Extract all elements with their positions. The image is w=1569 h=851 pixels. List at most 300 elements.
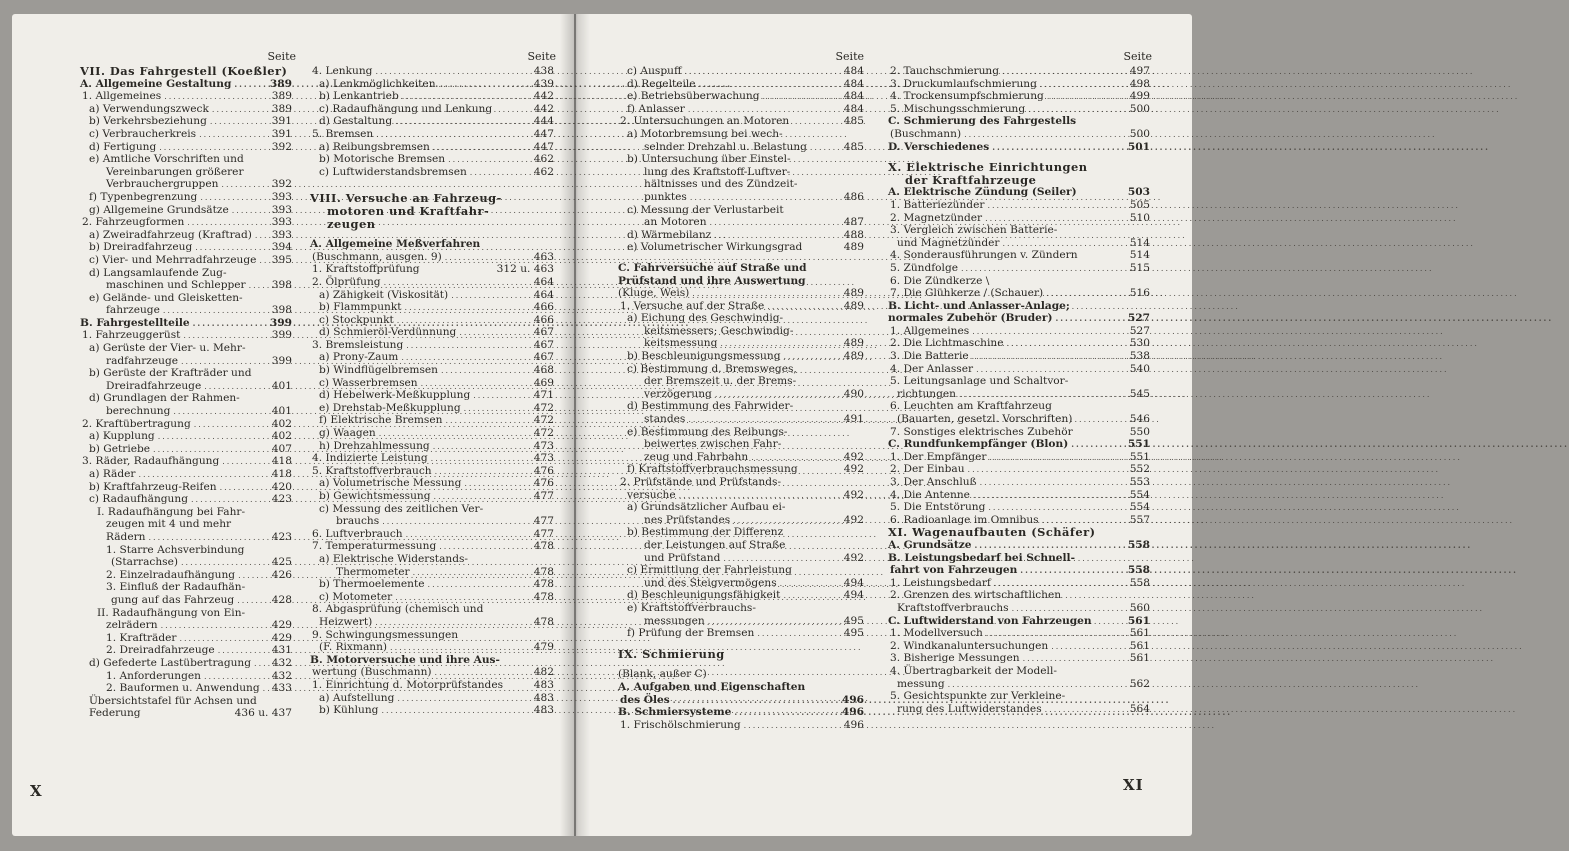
toc-entry-page: 538 (1129, 350, 1150, 363)
toc-entry (310, 465, 554, 478)
toc-entry-page: 426 (271, 568, 292, 581)
toc-entry (310, 153, 554, 166)
toc-entry-page: 464 (533, 275, 554, 288)
toc-entry (888, 115, 1150, 128)
toc-entry (80, 392, 292, 405)
toc-entry-page: 389 (271, 102, 292, 115)
toc-entry (310, 692, 554, 705)
toc-entry (310, 452, 554, 465)
toc-entry-title: 4. Trockensumpfschmierung (890, 90, 1044, 103)
toc-entry-page: 389 (271, 90, 292, 103)
dot-leader (441, 365, 531, 378)
toc-entry (310, 263, 554, 276)
toc-entry-page: 561 (1129, 627, 1150, 640)
toc-entry-page: 514 (1129, 249, 1150, 262)
toc-entry-title: a) Zähigkeit (Viskosität) (319, 288, 449, 301)
toc-entry-title: 1. Allgemeines (890, 324, 970, 337)
toc-entry-title: b) Motorische Bremsen (319, 153, 446, 166)
toc-entry-page: 561 (1129, 652, 1150, 665)
dot-leader (433, 142, 531, 155)
toc-entry-page: 433 (271, 682, 292, 695)
toc-entry-title: der Leistungen auf Straße (644, 538, 786, 551)
toc-entry (80, 166, 292, 179)
dot-leader (1071, 438, 1125, 451)
toc-entry-title: b) Getriebe (89, 442, 151, 455)
dot-leader (473, 390, 531, 403)
toc-entry (80, 644, 292, 657)
toc-entry-title: d) Schmieröl-Verdünnung (319, 326, 457, 339)
toc-entry-page: 561 (1129, 639, 1150, 652)
toc-entry (80, 418, 292, 431)
toc-entry-page: 391 (271, 127, 292, 140)
toc-entry (618, 564, 864, 577)
toc-entry-title: e) Amtliche Vorschriften und (89, 153, 244, 166)
toc-entry-title: XI. Wagenaufbauten (Schäfer) (888, 525, 1096, 540)
toc-entry-page: 484 (843, 102, 864, 115)
toc-column-2 (310, 50, 554, 717)
page-number-left: X (30, 782, 43, 800)
toc-entry (888, 526, 1150, 539)
toc-entry (310, 218, 554, 231)
toc-entry (618, 115, 864, 128)
toc-entry (80, 103, 292, 116)
toc-entry (618, 501, 864, 514)
toc-entry-title: 6. Leuchten am Kraftfahrzeug (890, 400, 1052, 413)
toc-entry-title: 1. Frischölschmierung (620, 718, 741, 731)
dot-leader (992, 141, 1125, 154)
toc-entry (310, 78, 554, 91)
toc-entry-title: 1. Der Empfänger (890, 450, 987, 463)
toc-entry (310, 591, 554, 604)
dot-leader (734, 706, 839, 719)
toc-entry-page: 483 (533, 704, 554, 717)
toc-entry (80, 317, 292, 330)
toc-column-3 (618, 50, 864, 731)
toc-entry (618, 216, 864, 229)
toc-entry-title: B. Licht- und Anlasser-Anlage; (888, 299, 1070, 312)
dot-leader (381, 705, 530, 718)
toc-entry-page: 466 (533, 313, 554, 326)
toc-entry (888, 388, 1150, 401)
toc-entry-page: 505 (1129, 198, 1150, 211)
toc-entry (80, 544, 292, 557)
toc-entry (310, 377, 554, 390)
toc-entry (888, 489, 1150, 502)
dot-leader (989, 452, 1126, 465)
toc-entry-page: 393 (271, 216, 292, 229)
toc-entry (310, 503, 554, 516)
toc-entry (80, 707, 292, 720)
toc-entry (80, 455, 292, 468)
dot-leader (459, 327, 530, 340)
toc-entry-page: 489 (843, 350, 864, 363)
toc-entry (618, 350, 864, 363)
dot-leader (975, 539, 1125, 552)
toc-entry (80, 292, 292, 305)
toc-entry (618, 141, 864, 154)
toc-entry (80, 468, 292, 481)
toc-entry (618, 78, 864, 91)
toc-entry (80, 304, 292, 317)
toc-entry-title: 5. Kraftstoffverbrauch (312, 464, 432, 477)
dot-leader (968, 464, 1127, 477)
toc-entry (80, 481, 292, 494)
toc-entry-title: b) Lenkantrieb (319, 90, 399, 103)
toc-entry (618, 589, 864, 602)
toc-entry-title: e) Kraftstoffverbrauchs- (627, 601, 756, 614)
dot-leader (1040, 79, 1127, 92)
toc-entry-title: c) Messung der Verlustarbeit (627, 203, 784, 216)
toc-entry-title: X. Elektrische Einrichtungen (888, 160, 1088, 175)
toc-entry (310, 553, 554, 566)
toc-entry (888, 665, 1150, 678)
toc-entry-title: gung auf das Fahrzeug (111, 593, 235, 606)
toc-entry-page: 558 (1129, 576, 1150, 589)
toc-entry-title: C. Rundfunkempfänger (Blon) (888, 438, 1069, 451)
toc-entry-title: c) Ermittlung der Fahrleistung (627, 564, 792, 577)
toc-entry (888, 350, 1150, 363)
toc-entry-title: 2. Prüfstände und Prüfstands- (620, 476, 782, 488)
toc-entry-page: 495 (843, 614, 864, 627)
toc-entry-title: II. Radaufhängung von Ein- (97, 606, 246, 619)
toc-entry-title: (F. Rixmann) (319, 641, 388, 654)
toc-entry-title: d) Beschleunigungsfähigkeit (627, 589, 781, 602)
toc-entry-page: 564 (1129, 702, 1150, 715)
toc-entry-title: berechnung (106, 405, 171, 418)
toc-entry-title: f) Elektrische Bremsen (319, 414, 443, 427)
toc-entry-title: A. Aufgaben und Eigenschaften (618, 680, 806, 693)
toc-entry-title: und Magnetzünder (897, 236, 1000, 249)
toc-entry (80, 670, 292, 683)
toc-entry-page: 516 (1129, 287, 1150, 300)
toc-entry (888, 640, 1150, 653)
toc-entry-title: b) Gewichtsmessung (319, 490, 431, 502)
toc-entry-title: 4. Der Anlasser (890, 362, 974, 375)
toc-entry-page: 492 (843, 488, 864, 501)
toc-entry-title: (Blank, außer C) (618, 668, 707, 681)
toc-entry (618, 262, 864, 275)
toc-entry-page: 399 (269, 316, 292, 329)
toc-entry-title: verzögerung (644, 387, 712, 400)
toc-entry-title: VII. Das Fahrgestell (Koeßler) (80, 64, 288, 78)
toc-entry-page: 398 (271, 279, 292, 292)
toc-entry (888, 564, 1150, 577)
toc-entry-title: b) Dreiradfahrzeug (89, 241, 193, 254)
toc-entry (310, 440, 554, 453)
toc-entry-title: des Öles (620, 693, 670, 706)
toc-entry-title: A. Elektrische Zündung (Seiler) (888, 186, 1077, 199)
toc-entry (618, 577, 864, 590)
toc-entry (888, 337, 1150, 350)
dot-leader (972, 351, 1127, 364)
toc-entry (888, 627, 1150, 640)
toc-entry-title: 3. Räder, Radaufhängung (82, 455, 220, 468)
toc-entry-title: b) Kühlung (319, 704, 379, 717)
toc-entry-title: a) Lenkmöglichkeiten (319, 77, 436, 90)
toc-entry-title: 6. Radioanlage im Omnibus (890, 513, 1039, 526)
toc-entry (888, 174, 1150, 187)
toc-entry-page: 546 (1129, 413, 1150, 426)
toc-entry-page: 464 (533, 288, 554, 301)
dot-leader (757, 628, 840, 641)
dot-leader (413, 567, 531, 580)
toc-entry-page: 393 (271, 203, 292, 216)
toc-entry-page: 560 (1129, 601, 1150, 614)
toc-entry (80, 682, 292, 695)
toc-entry (618, 65, 864, 78)
toc-entry-title: d) Bestimmung des Fahrwider- (627, 400, 794, 413)
toc-entry (888, 539, 1150, 552)
toc-entry-title: 3. Einfluß der Radaufhän- (106, 581, 246, 594)
toc-entry-page: 473 (533, 439, 554, 452)
dot-leader (980, 477, 1127, 490)
toc-entry-page: 401 (271, 405, 292, 418)
toc-entry-title: C. Fahrversuche auf Straße und (618, 261, 807, 274)
toc-entry-title: rung des Luftwiderstandes (897, 702, 1042, 715)
toc-entry-title: 7. Die Glühkerze / (Schauer) (890, 287, 1044, 300)
dot-leader (780, 578, 841, 591)
toc-entry (310, 276, 554, 289)
toc-entry-page: 485 (843, 115, 864, 128)
toc-entry-title: e) Bestimmung des Reibungs- (627, 425, 788, 438)
toc-entry-title: 4. Sonderausführungen v. Zündern (890, 249, 1078, 262)
toc-entry (310, 326, 554, 339)
toc-entry-page: 466 (533, 301, 554, 314)
toc-entry-title: b) Bestimmung der Differenz (627, 526, 784, 539)
toc-entry-title: a) Gerüste der Vier- u. Mehr- (89, 342, 246, 355)
toc-entry-title: Federung (89, 707, 141, 720)
toc-entry-title: IX. Schmierung (618, 646, 725, 661)
toc-entry-title: 2. Einzelradaufhängung (106, 568, 236, 581)
toc-entry (80, 191, 292, 204)
toc-entry (310, 166, 554, 179)
toc-entry (80, 204, 292, 217)
toc-entry (618, 300, 864, 313)
toc-entry-title: 1. Batteriezünder (890, 198, 985, 211)
toc-entry (618, 719, 864, 732)
toc-entry-page: 494 (843, 576, 864, 589)
toc-entry-title: d) Wärmebilanz (627, 228, 712, 241)
dot-leader (1051, 641, 1127, 654)
toc-entry (618, 312, 864, 325)
toc-entry-title: c) Stockpunkt (319, 313, 394, 326)
toc-entry-page: 550 (1129, 425, 1150, 438)
toc-entry-title: 4. Indizierte Leistung (312, 452, 428, 465)
toc-entry-page: 469 (533, 376, 554, 389)
toc-entry-title: 5. Gesichtspunkte zur Verkleine- (890, 690, 1066, 703)
toc-entry-page: 489 (843, 287, 864, 300)
toc-entry-title: 2. Ölprüfung (312, 275, 381, 288)
toc-entry-page: 562 (1129, 677, 1150, 690)
toc-entry-title: (Starrachse) (111, 556, 179, 569)
toc-entry (310, 289, 554, 302)
toc-entry-title: D. Verschiedenes (888, 140, 990, 153)
toc-entry (888, 463, 1150, 476)
toc-entry (888, 325, 1150, 338)
toc-entry-page: 527 (1129, 324, 1150, 337)
toc-entry (80, 594, 292, 607)
toc-entry (80, 607, 292, 620)
toc-entry (80, 531, 292, 544)
toc-entry-page: 489 (843, 299, 864, 312)
toc-entry-title: standes (644, 413, 686, 426)
toc-entry-title: Vereinbarungen größerer (106, 165, 244, 178)
toc-entry (618, 602, 864, 615)
toc-entry (618, 489, 864, 502)
toc-entry-title: 1. Kraftstoffprüfung (312, 263, 420, 276)
toc-entry-title: und des Steigvermögens (644, 576, 777, 589)
toc-entry-page: 472 (533, 427, 554, 440)
toc-entry-page: 527 (1127, 312, 1150, 325)
toc-entry (888, 375, 1150, 388)
toc-entry-title: Prüfstand und ihre Auswertung (618, 274, 806, 287)
toc-entry-title: der Kraftfahrzeuge (905, 172, 1037, 187)
toc-entry (310, 477, 554, 490)
toc-entry-title: 3. Der Anschluß (890, 476, 977, 488)
toc-entry-page: 496 (841, 706, 864, 719)
toc-entry-title: zelrädern (106, 619, 158, 632)
toc-entry-title: VIII. Versuche an Fahrzeug- (310, 191, 502, 206)
toc-entry-page: 467 (533, 351, 554, 364)
toc-entry-title: (Buschmann, ausgen. 9) (312, 250, 442, 263)
toc-entry-title: Dreiradfahrzeuge (106, 379, 202, 392)
dot-leader (221, 179, 268, 192)
toc-entry-title: 2. Tauchschmierung (890, 65, 999, 77)
toc-entry (310, 364, 554, 377)
toc-entry-title: a) Prony-Zaum (319, 351, 399, 364)
dot-leader (194, 419, 269, 432)
toc-entry (618, 694, 864, 707)
toc-entry (618, 166, 864, 179)
toc-entry (618, 413, 864, 426)
toc-entry-page: 501 (1127, 140, 1150, 153)
toc-entry (310, 603, 554, 616)
toc-entry-title: 1. Einrichtung d. Motorprüfstandes (312, 678, 504, 691)
toc-entry-page: 402 (271, 430, 292, 443)
toc-entry (80, 695, 292, 708)
toc-entry-title: e) Gelände- und Gleisketten- (89, 291, 243, 304)
toc-entry-page: 444 (533, 115, 554, 128)
toc-entry (888, 141, 1150, 154)
toc-entry-title: 2. Bauformen u. Anwendung (106, 682, 260, 695)
toc-entry-page: 392 (271, 178, 292, 191)
toc-entry-title: 2. Der Einbau (890, 463, 965, 476)
toc-entry-title: radfahrzeuge (106, 354, 179, 367)
toc-entry-page: 487 (843, 216, 864, 229)
toc-entry-title: a) Grundsätzlicher Aufbau ei- (627, 501, 786, 514)
toc-entry-title: 1. Krafträder (106, 631, 177, 644)
toc-entry-title: d) Hebelwerk-Meßkupplung (319, 389, 471, 402)
toc-entry (888, 615, 1150, 628)
toc-entry (310, 141, 554, 154)
toc-entry-title: 1. Allgemeines (82, 90, 162, 103)
dot-leader (234, 78, 267, 91)
toc-entry (310, 414, 554, 427)
dot-leader (397, 693, 530, 706)
toc-entry-page: 530 (1129, 337, 1150, 350)
toc-entry (618, 325, 864, 338)
toc-entry-page: 402 (271, 417, 292, 430)
toc-entry-title: hältnisses und des Zündzeit- (644, 178, 798, 191)
toc-entry-page: 477 (533, 490, 554, 502)
dot-leader (405, 302, 531, 315)
toc-entry-title: C. Schmierung des Fahrgestells (888, 115, 1077, 128)
toc-entry (618, 514, 864, 527)
toc-entry-title: a) Zweiradfahrzeug (Kraftrad) (89, 228, 252, 241)
toc-entry (888, 78, 1150, 91)
toc-entry-page: 515 (1129, 261, 1150, 274)
toc-entry-title: b) Gerüste der Krafträder und (89, 367, 252, 380)
toc-entry-title: 2. Magnetzünder (890, 211, 983, 224)
toc-entry (888, 703, 1150, 716)
toc-entry-page: 428 (271, 593, 292, 606)
toc-entry-page: 503 (1127, 186, 1150, 199)
toc-entry (888, 224, 1150, 237)
toc-entry-title: c) Radaufhängung (89, 493, 188, 506)
toc-entry-page: 398 (271, 304, 292, 317)
toc-entry (888, 65, 1150, 78)
dot-leader (232, 205, 269, 218)
toc-entry (310, 629, 554, 642)
toc-entry (80, 90, 292, 103)
toc-entry (888, 577, 1150, 590)
toc-entry-page: 439 (533, 77, 554, 90)
toc-entry-page: 496 (841, 693, 864, 706)
toc-entry-title: 5. Leitungsanlage und Schaltvor- (890, 375, 1069, 388)
toc-entry (618, 526, 864, 539)
toc-entry-title: (Kluge, Weis) (618, 287, 690, 300)
toc-entry-page: 432 (271, 656, 292, 669)
toc-entry (80, 657, 292, 670)
toc-entry (618, 668, 864, 681)
toc-entry (618, 615, 864, 628)
toc-entry-title: 3. Druckumlaufschmierung (890, 77, 1037, 90)
toc-entry (310, 314, 554, 327)
dot-leader (193, 317, 267, 330)
toc-entry-page: 431 (271, 644, 292, 657)
toc-entry-title: a) Aufstellung (319, 691, 395, 704)
toc-entry-title: b) Untersuchung über Einstel- (627, 153, 791, 166)
toc-entry (310, 528, 554, 541)
toc-entry-title: zeug und Fahrbahn (644, 450, 749, 463)
toc-entry-page: 472 (533, 401, 554, 414)
toc-entry-title: 9. Schwingungsmessungen (312, 628, 459, 641)
dot-leader (710, 217, 841, 230)
toc-entry-page: 490 (843, 387, 864, 400)
toc-entry-title: messung (897, 677, 945, 690)
toc-entry-title: I. Radaufhängung bei Fahr- (97, 505, 246, 518)
toc-entry-title: 2. Untersuchungen an Motoren (620, 115, 790, 128)
toc-entry-title: 2. Kraftübertragung (82, 417, 191, 430)
dot-leader (1045, 704, 1127, 717)
toc-entry-title: (Buschmann) (890, 127, 962, 140)
toc-entry (310, 641, 554, 654)
toc-entry-page: 483 (533, 691, 554, 704)
toc-entry (310, 515, 554, 528)
toc-entry (888, 451, 1150, 464)
toc-entry-title: punktes (644, 190, 687, 203)
toc-entry-title: maschinen und Schlepper (106, 279, 246, 292)
toc-entry-title: Heizwert) (319, 615, 373, 628)
dot-leader (199, 129, 269, 142)
toc-entry-page: 499 (1129, 90, 1150, 103)
toc-entry (80, 254, 292, 267)
toc-entry-page: 389 (269, 77, 292, 90)
toc-entry (888, 438, 1150, 451)
toc-entry (618, 706, 864, 719)
toc-entry-page: 401 (271, 379, 292, 392)
toc-entry-page: 393 (271, 228, 292, 241)
